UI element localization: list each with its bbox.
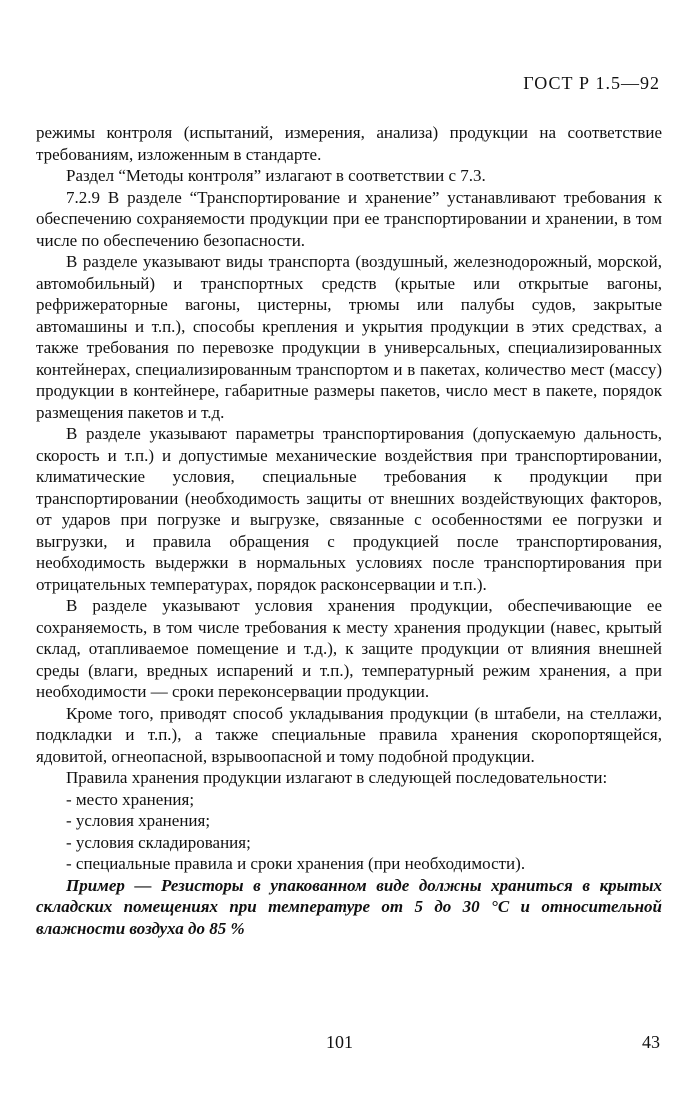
paragraph: В разделе указывают параметры транспортирования (допускаемую дальность, скорость и т.п.) и допустимые механические воздействия при транспортировании, климатические условия, специальные требования к продукции при транспортировании (необходимость защиты от внешних воздействующих факторов, от ударов при погрузке и выгрузке, связанные с особенностями ее погрузки и выгрузки, и правила обращения с продукцией после транспортирования, необходимость выдержки в нормальных условиях после транспортирования при отрицательных температурах, порядок расконсервации и т.п.). [36,424,662,594]
paragraph: Кроме того, приводят способ укладывания продукции (в штабели, на стеллажи, подкладки и т.п.), а также специальные правила хранения скоропортящейся, ядовитой, огнеопасной, взрывоопасной и тому подобной продукции. [36,703,662,766]
paragraph: Раздел “Методы контроля” излагают в соответствии с 7.3. [66,166,486,185]
page-number: 101 [326,1032,353,1052]
list-item: - место хранения; [66,789,195,809]
document-body [36,122,662,939]
paragraph: В разделе указывают условия хранения продукции, обеспечивающие ее сохраняемость, в том числе требования к месту хранения продукции (навес, крытый склад, отапливаемое помещение и т.д.), к защите продукции от влияния внешней среды (влаги, вредных испарений и т.п.), температурный режим хранения, а при необходимости — сроки переконсервации продукции. [36,596,662,701]
list-item: - специальные правила и сроки хранения (при необходимости). [66,854,526,873]
paragraph: Правила хранения продукции излагают в следующей последовательности: [66,768,608,787]
sheet-number: 43 [642,1032,660,1052]
list-item: - условия складирования; [66,832,251,852]
section-paragraph: 7.2.9 В разделе “Транспортирование и хранение” устанавливают требования к обеспечению сохраняемости продукции при ее транспортировании и хранении, в том числе по обеспечению безопасности. [36,187,662,250]
paragraph: режимы контроля (испытаний, измерения, анализа) продукции на соответствие требованиям, изложенным в стандарте. [36,123,662,164]
list-item: - условия хранения; [66,811,211,830]
paragraph: В разделе указывают виды транспорта (воздушный, железнодорожный, морской, автомобильный) и транспортных средств (крытые или открытые вагоны, рефрижераторные вагоны, цистерны, трюмы или палубы судов, закрытые автомашины и т.п.), способы крепления и укрытия продукции в этих средствах, а также требования по перевозке продукции в универсальных, специализированных контейнерах, специализированным транспортом и в пакетах, количество мест (массу) продукции в контейнере, габаритные размеры пакетов, число мест в пакете, порядок размещения пакетов и т.д. [36,252,662,422]
example-paragraph: Пример — Резисторы в упакованном виде должны храниться в крытых складских помещениях при температуре от 5 до 30 °С и относительной влажности воздуха до 85 % [36,875,662,938]
document-header: ГОСТ Р 1.5—92 [523,73,660,93]
